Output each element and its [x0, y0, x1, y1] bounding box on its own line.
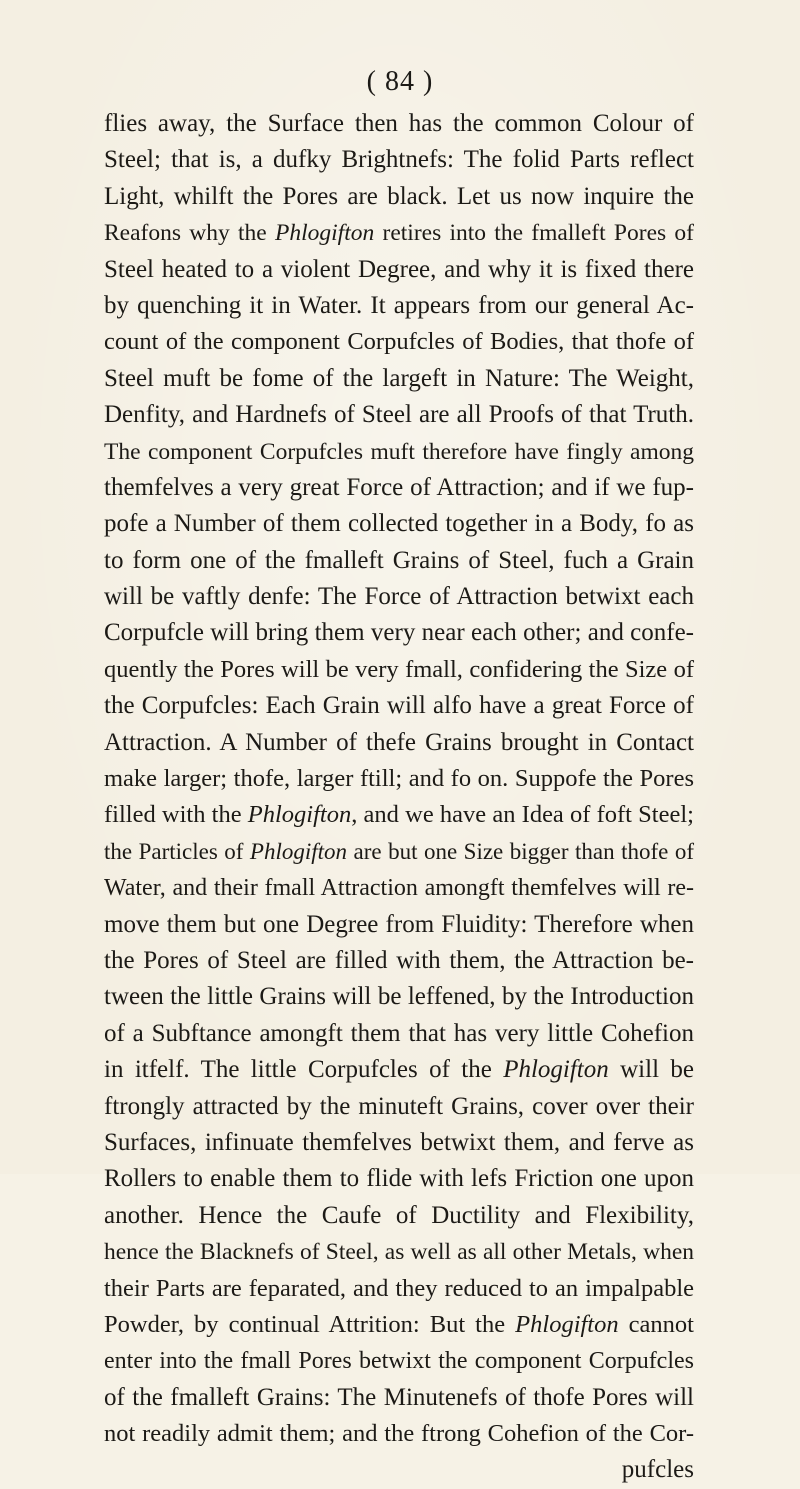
text-line: Attraction. A Number of thefe Grains brought in Contact — [104, 728, 694, 756]
body-text — [104, 106, 694, 1489]
text-line: Steel heated to a violent Degree, and why it is fixed there — [104, 255, 694, 283]
text-line: move them but one Degree from Fluidity: Therefore when — [104, 910, 694, 938]
text-line: flies away, the Surface then has the common Colour of — [104, 110, 694, 137]
text-line: hence the Blacknefs of Steel, as well as all other Metals, when — [104, 1239, 694, 1266]
text-line: of a Subftance amongft them that has very little Cohefion — [104, 1019, 694, 1047]
text-line: to form one of the fmalleft Grains of Steel, fuch a Grain — [104, 546, 694, 574]
text-line: the Corpufcles: Each Grain will alfo have a great Force of — [104, 692, 694, 720]
text-line: Light, whilft the Pores are black. Let us now inquire the — [104, 182, 694, 210]
text-line: Water, and their fmall Attraction amongft themfelves will re- — [104, 875, 694, 902]
text-line: pufcles — [621, 1456, 694, 1484]
text-line: pofe a Number of them collected together in a Body, fo as — [104, 510, 694, 538]
text-line: themfelves a very great Force of Attraction; and if we fup- — [104, 473, 694, 501]
text-line: of the fmalleft Grains: The Minutenefs of thofe Pores will — [104, 1383, 694, 1411]
text-line: make larger; thofe, larger ftill; and fo on. Suppofe the Pores — [104, 765, 694, 793]
text-line: by quenching it in Water. It appears from our general Ac- — [104, 291, 694, 319]
text-line: Surfaces, infinuate themfelves betwixt them, and ferve as — [104, 1128, 694, 1156]
text-line: the Particles of Phlogifton are but one Size bigger than thofe of — [104, 838, 694, 864]
text-line: Steel; that is, a dufky Brightnefs: The folid Parts reflect — [104, 146, 694, 174]
text-line: another. Hence the Caufe of Ductility and Flexibility, — [104, 1201, 694, 1229]
text-line: Reafons why the Phlogifton retires into the fmalleft Pores of — [104, 220, 694, 247]
text-line: will be vaftly denfe: The Force of Attraction betwixt each — [104, 583, 694, 611]
text-line: not readily admit them; and the ftrong Cohefion of the Cor- — [104, 1420, 694, 1448]
text-line: enter into the fmall Pores betwixt the component Corpufcles — [104, 1348, 694, 1375]
text-line: Rollers to enable them to flide with lefs Friction one upon — [104, 1165, 694, 1193]
text-line: filled with the Phlogifton, and we have an Idea of foft Steel; — [104, 801, 694, 829]
text-line: Powder, by continual Attrition: But the Phlogifton cannot — [104, 1310, 694, 1338]
text-line: The component Corpufcles muft therefore have fingly among — [104, 438, 694, 465]
text-line: quently the Pores will be very fmall, confidering the Size of — [104, 655, 694, 683]
text-line: in itfelf. The little Corpufcles of the Phlogifton will be — [104, 1056, 694, 1084]
text-line: the Pores of Steel are filled with them, the Attraction be- — [104, 946, 694, 974]
text-line: their Parts are feparated, and they reduced to an impalpable — [104, 1274, 694, 1302]
text-line: ftrongly attracted by the minuteft Grains, cover over their — [104, 1092, 694, 1120]
text-line: Denfity, and Hardnefs of Steel are all Proofs of that Truth. — [104, 401, 694, 429]
page-number: ( 84 ) — [366, 66, 434, 97]
text-line: count of the component Corpufcles of Bodies, that thofe of — [104, 328, 694, 356]
text-line: Steel muft be fome of the largeft in Nature: The Weight, — [104, 364, 694, 392]
text-line: tween the little Grains will be leffened, by the Introduction — [104, 983, 694, 1011]
text-line: Corpufcle will bring them very near each other; and confe- — [104, 619, 694, 647]
